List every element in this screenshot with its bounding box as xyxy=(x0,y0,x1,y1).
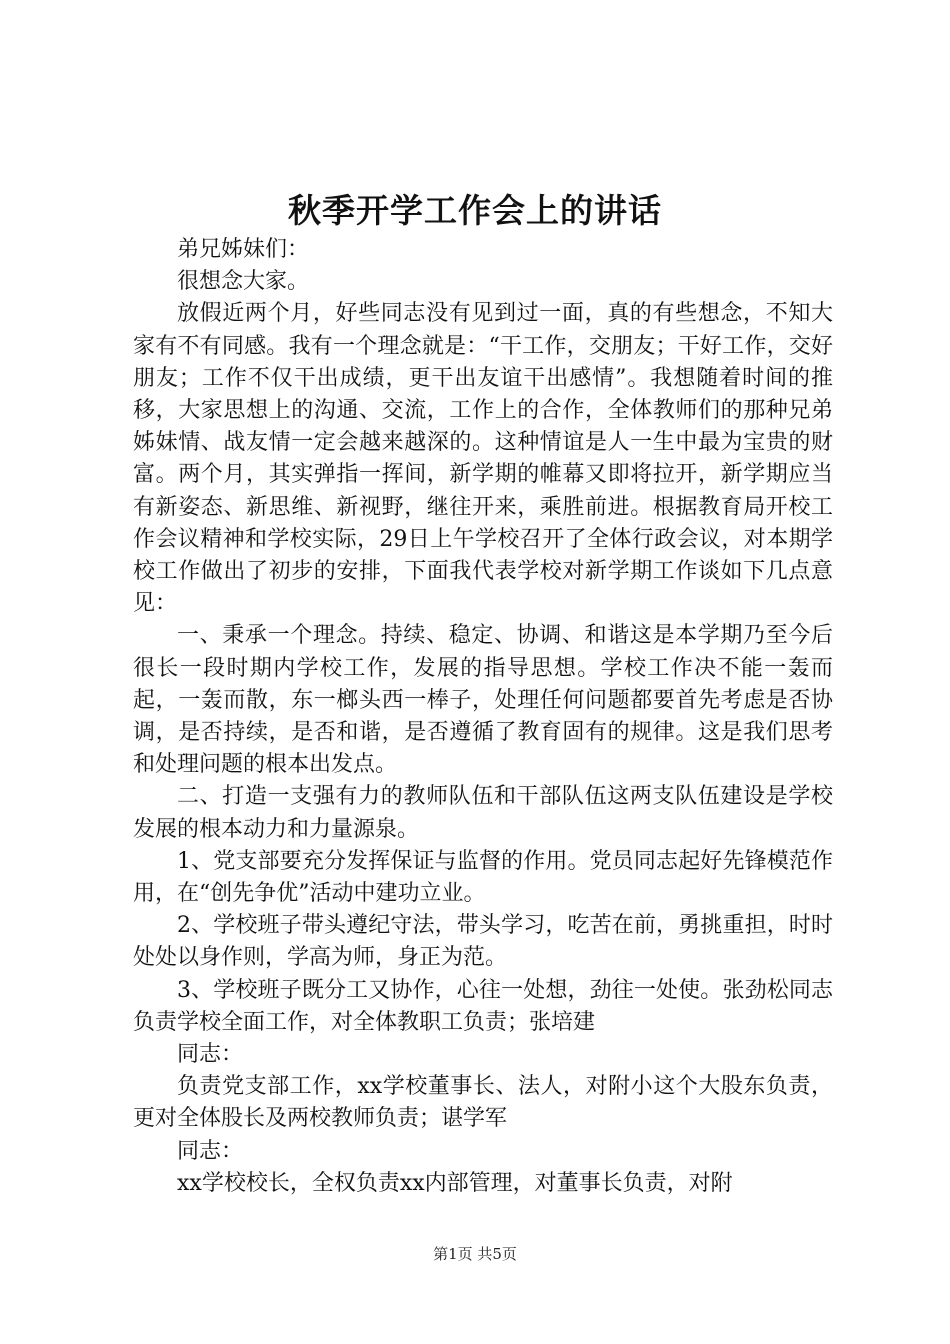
paragraph-duty-2: xx学校校长，全权负责xx内部管理，对董事长负责，对附 xyxy=(177,1170,733,1196)
paragraph-comrade-label-2: 同志： xyxy=(177,1138,244,1164)
salutation: 弟兄姊妹们： xyxy=(177,237,310,262)
paragraph-item-2: 2、学校班子带头遵纪守法，带头学习，吃苦在前，勇挑重担，时时处处以身作则，学高为师，身正为范。 xyxy=(133,913,833,971)
paragraph-intro: 放假近两个月，好些同志没有见到过一面，真的有些想念，不知大家有不有同感。我有一个理念就是：“干工作，交朋友；干好工作，交好朋友；工作不仅干出成绩，更干出友谊干出感情”。我想随着时间的推移，大家思想上的沟通、交流，工作上的合作，全体教师们的那种兄弟姊妹情、战友情一定会越来越深的。这种情谊是人一生中最为宝贵的财富。两个月，其实弹指一挥间，新学期的帷幕又即将拉开，新学期应当有新姿态、新思维、新视野，继往开来，乘胜前进。根据教育局开校工作会议精神和学校实际，29日上午学校召开了全体行政会议，对本期学校工作做出了初步的安排，下面我代表学校对新学期工作谈如下几点意见： xyxy=(133,301,833,617)
paragraph-item-3: 3、学校班子既分工又协作，心往一处想，劲往一处使。张劲松同志负责学校全面工作，对全体教职工负责；张培建 xyxy=(133,977,833,1035)
paragraph-point-2: 二、打造一支强有力的教师队伍和干部队伍这两支队伍建设是学校发展的根本动力和力量源泉。 xyxy=(133,784,833,842)
document-title: 秋季开学工作会上的讲话 xyxy=(288,191,662,230)
paragraph-duty-1: 负责党支部工作，xx学校董事长、法人，对附小这个大股东负责，更对全体股长及两校教师负责；谌学军 xyxy=(133,1074,833,1132)
paragraph-item-1: 1、党支部要充分发挥保证与监督的作用。党员同志起好先锋模范作用，在“创先争优”活动中建功立业。 xyxy=(133,848,833,907)
paragraph-point-1: 一、秉承一个理念。持续、稳定、协调、和谐这是本学期乃至今后很长一段时期内学校工作，发展的指导思想。学校工作决不能一轰而起，一轰而散，东一榔头西一棒子，处理任何问题都要首先考虑是否协调，是否持续，是否和谐，是否遵循了教育固有的规律。这是我们思考和处理问题的根本出发点。 xyxy=(133,623,833,778)
paragraph-comrade-label-1: 同志： xyxy=(177,1042,244,1068)
page-number-footer: 第1页 共5页 xyxy=(433,1245,517,1263)
greeting: 很想念大家。 xyxy=(177,269,310,295)
document-body xyxy=(133,234,833,1200)
